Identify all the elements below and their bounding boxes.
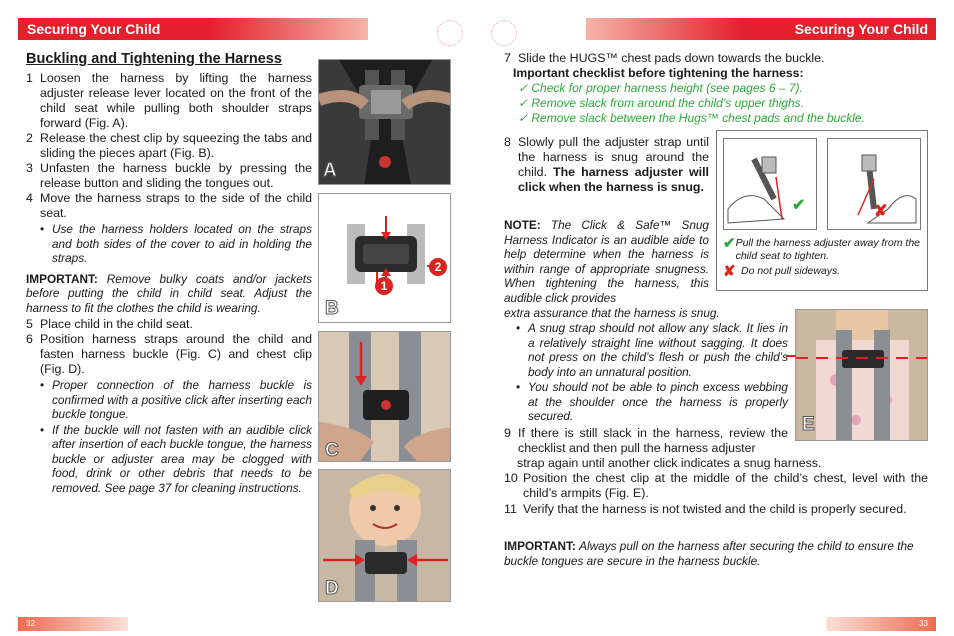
check-mark-icon: ✔: [792, 197, 806, 214]
legend-bad: ✘ Do not pull sideways.: [723, 263, 841, 280]
step-6-bullet: • If the buckle will not fasten with an audible click after insertion of each buckle tongue, the harness buckle or adjuster area may be clogged with food, drink or other debris that needs to be removed. See page 37 for cleaning instructions.: [40, 422, 312, 495]
figure-a-photo: [318, 59, 451, 185]
right-page-header: Securing Your Child: [586, 18, 936, 40]
section-heading: Buckling and Tightening the Harness: [26, 51, 282, 67]
cross-mark-icon: ✘: [874, 203, 888, 220]
child-in-seat-illustration: [796, 310, 928, 441]
figure-c-photo: [318, 331, 451, 462]
step-marker: 2: [429, 258, 447, 276]
step-7: 7 Slide the HUGS™ chest pads down towards the buckle.: [504, 51, 825, 65]
figure-b-diagram: [318, 193, 451, 323]
step-1: 1 Loosen the harness by lifting the harness adjuster release lever located on the front of the child seat while pulling both shoulder straps forward (Fig. A).: [26, 71, 312, 130]
snug-note-tail: extra assurance that the harness is snug.: [504, 306, 720, 320]
cross-mark-icon: ✘: [723, 263, 736, 280]
page-number-left: 32: [18, 617, 128, 631]
step-9-tail: strap again until another click indicates a snug harness.: [517, 456, 822, 470]
check-mark-icon: ✓: [518, 81, 532, 95]
step-2: 2 Release the chest clip by squeezing the tabs and sliding the pieces apart (Fig. B).: [26, 131, 312, 160]
fig-e-guide-line: [786, 355, 796, 357]
step-3: 3 Unfasten the harness buckle by pressing the release button and sliding the tongues out.: [26, 161, 312, 190]
note-bullet: • A snug strap should not allow any slack. It lies in a relatively straight line without sagging. It does not press on the child’s flesh or push the child’s body into an unnatural position.: [516, 321, 788, 379]
step-5: 5 Place child in the child seat.: [26, 317, 193, 331]
chest-clip-illustration: [319, 194, 451, 323]
figure-e-photo: [795, 309, 928, 441]
figure-label: A: [323, 160, 337, 181]
harness-adjuster-illustration: [319, 60, 451, 185]
figure-label: C: [325, 440, 339, 461]
note-bullet: • You should not be able to pinch excess webbing at the shoulder once the harness is properly secured.: [516, 380, 788, 423]
step-6: 6 Position harness straps around the child and fasten harness buckle (Fig. C) and chest clip (Fig. D).: [26, 332, 312, 376]
left-page-header: Securing Your Child: [18, 18, 368, 40]
step-11: 11 Verify that the harness is not twisted and the child is properly secured.: [504, 502, 907, 516]
step-8: 8 Slowly pull the adjuster strap until the harness is snug around the child. The harness adjuster will click when the harness is snug.: [504, 135, 709, 194]
snug-note: NOTE: The Click & Safe™ Snug Harness Indicator is an audible aide to help determine when the harness is within range of appropriate snugness. When tightening the harness, this audible click provides: [504, 218, 709, 305]
check-mark-icon: ✓: [518, 96, 532, 110]
page-number-right: 33: [826, 617, 936, 631]
right-column-top: [504, 51, 928, 126]
step-6-bullet: • Proper connection of the harness buckle is confirmed with a positive click after inserting each buckle tongue.: [40, 378, 312, 421]
figure-label: D: [325, 578, 339, 599]
step-10: 10 Position the chest clip at the middle of the child’s chest, level with the child’s armpits (Fig. E).: [504, 471, 928, 500]
important-note: IMPORTANT: Remove bulky coats and/or jackets before putting the child in child seat. Adjust the harness to fit the clothes the child is wearing.: [26, 271, 312, 315]
chest-clip-photo-illustration: [319, 470, 451, 602]
left-column: [26, 51, 312, 495]
figure-label: B: [325, 298, 339, 319]
step-9: 9 If there is still slack in the harness, review the checklist and then pull the harness adjuster: [504, 426, 788, 455]
adjuster-pull-diagram: [716, 130, 928, 291]
check-mark-icon: ✔: [723, 235, 736, 252]
check-mark-icon: ✓: [518, 111, 532, 125]
wrong-pull-panel: [827, 138, 921, 230]
step-4-bullet: • Use the harness holders located on the straps and both sides of the cover to aid in holding the straps.: [40, 222, 312, 265]
registration-mark-icon: [437, 20, 463, 46]
registration-mark-icon: [491, 20, 517, 46]
important-note-right: IMPORTANT: Always pull on the harness after securing the child to ensure the buckle tongues are secure in the harness buckle.: [504, 539, 914, 568]
step-marker: 1: [375, 277, 393, 295]
step-4: 4 Move the harness straps to the side of the child seat.: [26, 191, 312, 220]
checklist-title: Important checklist before tightening the harness:: [513, 66, 804, 80]
figure-d-photo: [318, 469, 451, 602]
checklist-item: ✓ Check for proper harness height (see pages 6 – 7).: [518, 81, 803, 95]
legend-ok: ✔ Pull the harness adjuster away from the child seat to tighten.: [723, 235, 921, 262]
checklist-item: ✓ Remove slack between the Hugs™ chest pads and the buckle.: [518, 111, 865, 125]
correct-pull-panel: [723, 138, 817, 230]
checklist-item: ✓ Remove slack from around the child’s upper thighs.: [518, 96, 804, 110]
figure-label: E: [802, 414, 815, 435]
